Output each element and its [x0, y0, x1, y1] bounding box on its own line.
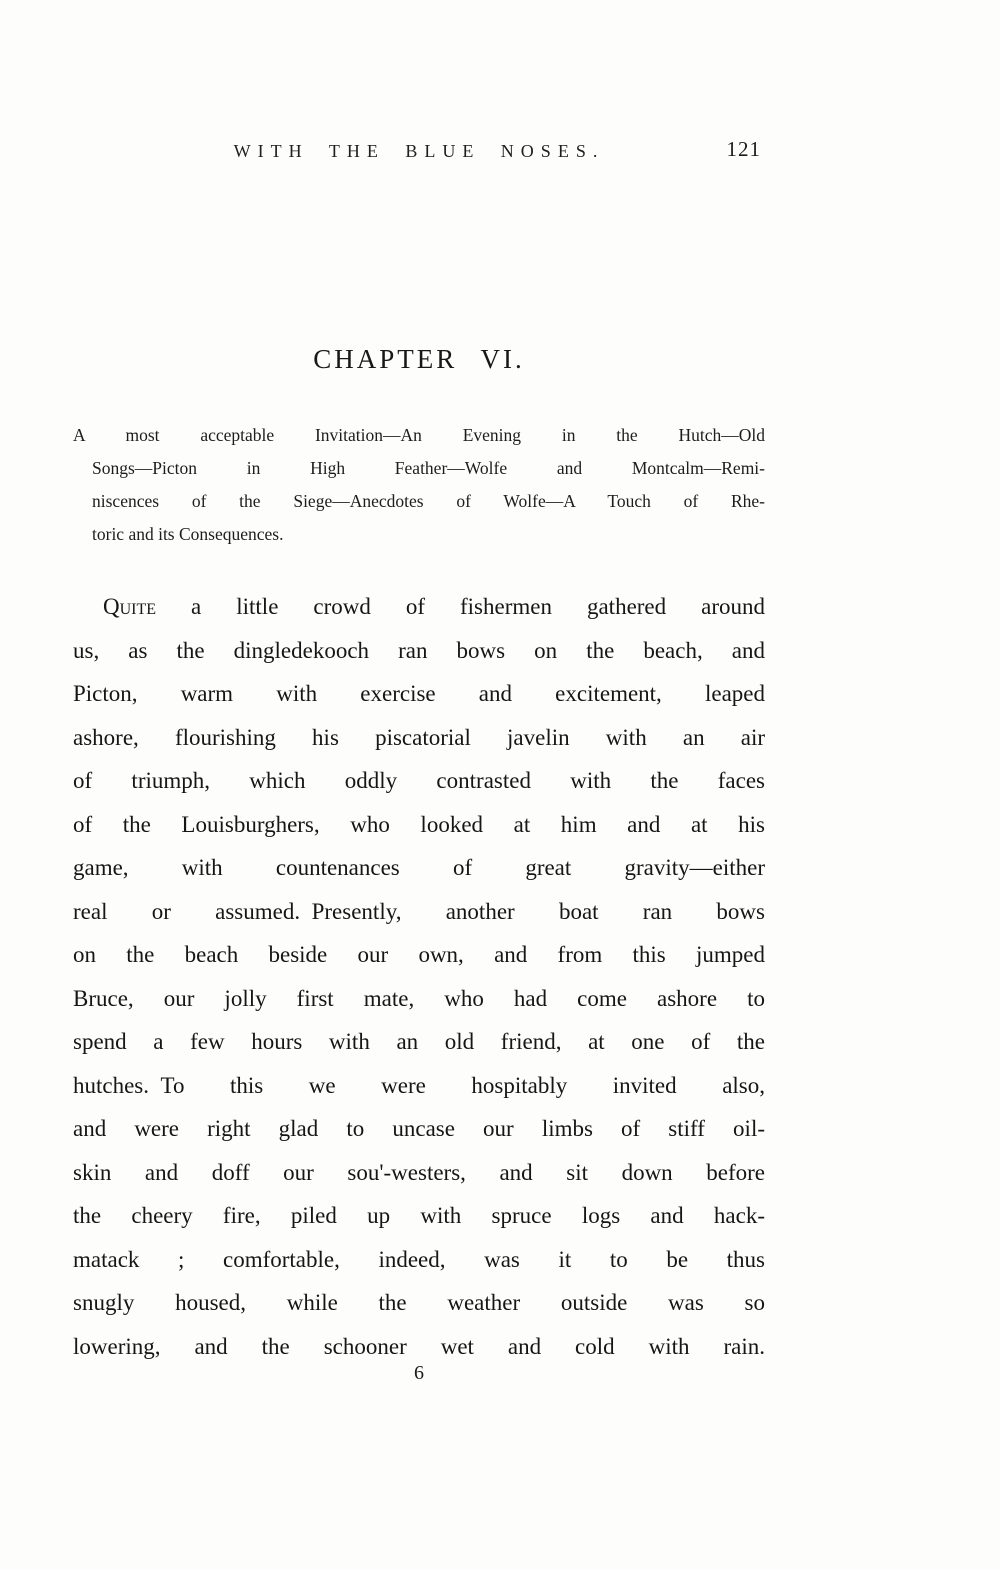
body-line: the cheery fire, piled up with spruce logs and hack-	[73, 1203, 765, 1228]
body-line: spend a few hours with an old friend, at one of the	[73, 1029, 765, 1054]
footer-page-number: 6	[414, 1362, 424, 1384]
page-header	[73, 137, 765, 167]
body-line: Picton, warm with exercise and excitement, leaped	[73, 681, 765, 706]
running-title: WITH THE BLUE NOSES.	[233, 141, 605, 161]
chapter-heading: CHAPTER VI.	[313, 344, 525, 374]
body-line: lowering, and the schooner wet and cold with rain.	[73, 1333, 765, 1359]
body-line: us, as the dingledekooch ran bows on the beach, and	[73, 637, 765, 663]
chapter-summary	[73, 419, 765, 551]
summary-line: niscences of the Siege—Anecdotes of Wolfe—A Touch of Rhe-	[92, 491, 765, 511]
body-line: Bruce, our jolly first mate, who had come ashore to	[73, 985, 765, 1011]
body-line: of triumph, which oddly contrasted with the faces	[73, 768, 765, 793]
body-line: ashore, flourishing his piscatorial javelin with an air	[73, 724, 765, 750]
body-line: matack ; comfortable, indeed, was it to be thus	[73, 1246, 765, 1272]
page-number: 121	[726, 137, 761, 161]
body-line: game, with countenances of great gravity—either	[73, 855, 765, 880]
body-line: hutches. To this we were hospitably invited also,	[73, 1072, 765, 1098]
body-line	[73, 585, 765, 629]
page-footer	[73, 1362, 765, 1385]
body-text	[73, 585, 765, 1368]
summary-line: toric and its Consequences.	[92, 524, 284, 544]
summary-line: A most acceptable Invitation—An Evening in the Hutch—Old	[73, 425, 765, 445]
body-line-text: a little crowd of fishermen gathered around	[156, 594, 765, 619]
body-line: on the beach beside our own, and from this jumped	[73, 942, 765, 967]
summary-line: Songs—Picton in High Feather—Wolfe and Montcalm—Remi-	[92, 458, 765, 478]
body-line: real or assumed. Presently, another boat ran bows	[73, 898, 765, 924]
body-line: and were right glad to uncase our limbs of stiff oil-	[73, 1116, 765, 1141]
lead-word: Quite	[103, 594, 157, 619]
body-line: snugly housed, while the weather outside was so	[73, 1290, 765, 1315]
body-line: of the Louisburghers, who looked at him and at his	[73, 811, 765, 837]
body-line: skin and doff our sou'-westers, and sit down before	[73, 1159, 765, 1185]
